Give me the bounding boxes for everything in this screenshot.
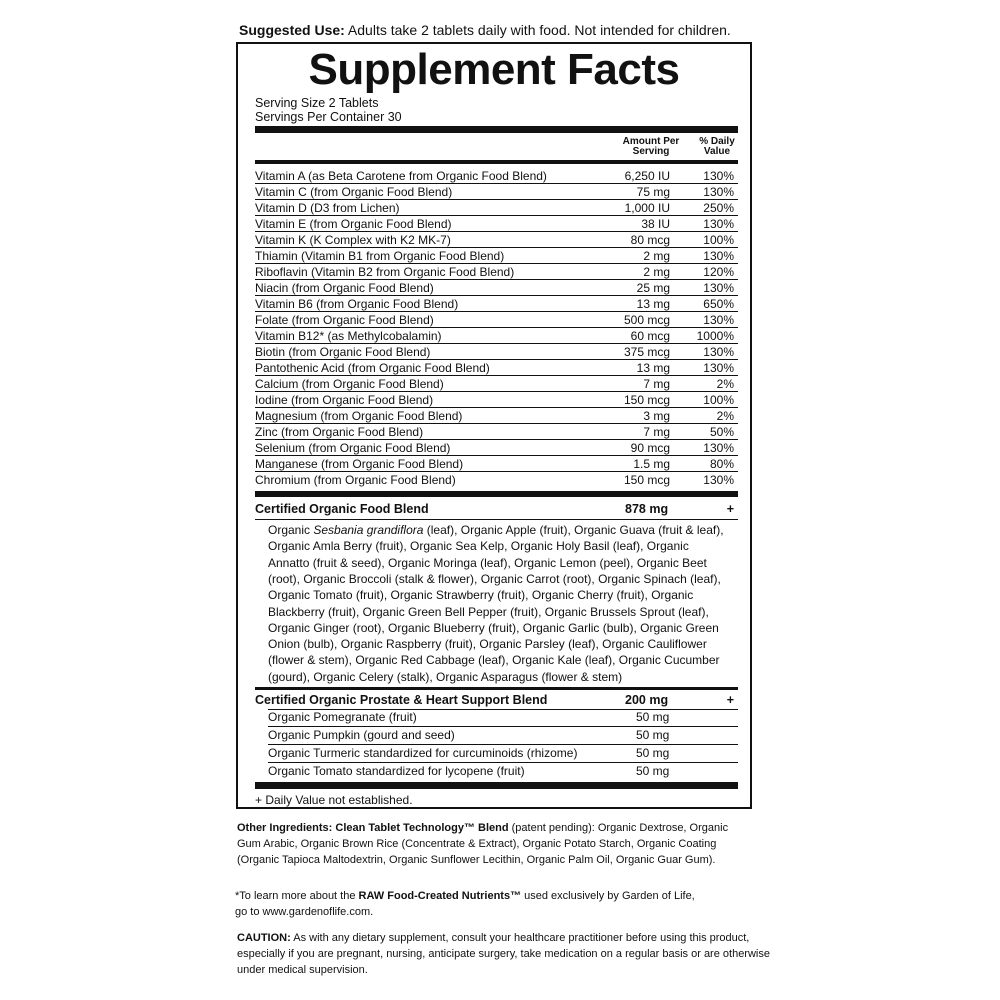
servings-per-container: Servings Per Container 30 [255, 110, 402, 124]
caution-line1 [237, 930, 770, 946]
nutrient-amount: 90 mcg [630, 441, 670, 455]
nutrient-dv: 100% [703, 233, 734, 247]
nutrient-name: Riboflavin (Vitamin B2 from Organic Food Blend) [255, 265, 515, 279]
nutrient-dv: 130% [703, 217, 734, 231]
nutrient-row [255, 216, 738, 232]
nutrient-amount: 13 mg [636, 297, 670, 311]
food-blend-line: Annatto (fruit & seed), Organic Moringa (leaf), Organic Lemon (peel), Organic Beet [268, 555, 707, 570]
nutrient-row [255, 312, 738, 328]
nutrient-name: Vitamin B6 (from Organic Food Blend) [255, 297, 459, 311]
nutrient-amount: 38 IU [641, 217, 670, 231]
thick-rule-bottom [255, 782, 738, 789]
nutrient-amount: 500 mcg [623, 313, 670, 327]
nutrient-amount: 6,250 IU [624, 169, 670, 183]
learn-more-pre: *To learn more about the [235, 890, 359, 902]
thick-rule-nutrients [255, 491, 738, 497]
learn-more-line2: go to www.gardenoflife.com. [235, 906, 374, 918]
food-blend-line: Organic Tomato (fruit), Organic Strawberry (fruit), Organic Cherry (fruit), Organic [268, 588, 694, 603]
nutrient-amount: 7 mg [643, 425, 670, 439]
heart-blend-amount: 200 mg [625, 693, 669, 707]
caution-text1: As with any dietary supplement, consult your healthcare practitioner before using this product, [290, 932, 750, 944]
nutrient-dv: 130% [703, 473, 734, 487]
learn-more-post: used exclusively by Garden of Life, [521, 890, 695, 902]
nutrient-row [255, 184, 738, 200]
nutrient-row [255, 408, 738, 424]
nutrient-dv: 130% [703, 169, 734, 183]
nutrient-amount: 3 mg [643, 409, 670, 423]
nutrient-amount: 7 mg [643, 377, 670, 391]
heart-blend-rule [255, 687, 738, 690]
nutrient-dv: 130% [703, 281, 734, 295]
caution-note [237, 930, 770, 978]
heart-item-amount: 50 mg [636, 746, 670, 760]
nutrient-row [255, 248, 738, 264]
nutrient-row [255, 280, 738, 296]
suggested-use-text: Adults take 2 tablets daily with food. Not intended for children. [344, 22, 731, 38]
nutrient-name: Pantothenic Acid (from Organic Food Blend) [255, 361, 490, 375]
food-blend-line: (flower & stem), Organic Red Cabbage (leaf), Organic Kale (leaf), Organic Cucumber [268, 653, 720, 668]
serving-size: Serving Size 2 Tablets [255, 96, 379, 110]
nutrient-name: Selenium (from Organic Food Blend) [255, 441, 451, 455]
nutrient-dv: 2% [716, 409, 734, 423]
other-ingredients-line2: Gum Arabic, Organic Brown Rice (Concentrate & Extract), Organic Potato Starch, Organic Coating [237, 838, 717, 850]
nutrient-row [255, 376, 738, 392]
food-blend-amount: 878 mg [625, 502, 669, 516]
other-ingredients [237, 820, 728, 868]
heart-item-name: Organic Turmeric standardized for curcuminoids (rhizome) [268, 746, 578, 760]
nutrient-amount: 13 mg [636, 361, 670, 375]
dv-footnote: + Daily Value not established. [255, 793, 413, 807]
nutrient-name: Vitamin A (as Beta Carotene from Organic Food Blend) [255, 169, 547, 183]
nutrient-name: Iodine (from Organic Food Blend) [255, 393, 434, 407]
food-blend-line: (root), Organic Broccoli (stalk & flower), Organic Carrot (root), Organic Spinach (leaf), [268, 571, 721, 586]
other-ingredients-line3: (Organic Tapioca Maltodextrin, Organic Sunflower Lecithin, Organic Palm Oil, Organic Guar Gum). [237, 854, 716, 866]
nutrient-dv: 130% [703, 313, 734, 327]
nutrient-amount: 60 mcg [630, 329, 670, 343]
nutrient-amount: 375 mcg [623, 345, 670, 359]
nutrient-row [255, 392, 738, 408]
heart-item-name: Organic Tomato standardized for lycopene (fruit) [268, 764, 525, 778]
nutrient-row [255, 296, 738, 312]
supplement-facts-panel [236, 42, 752, 809]
nutrient-row [255, 472, 738, 488]
heart-item-amount: 50 mg [636, 728, 670, 742]
nutrient-row [255, 200, 738, 216]
nutrient-dv: 100% [703, 393, 734, 407]
nutrient-amount: 2 mg [643, 265, 670, 279]
nutrient-name: Zinc (from Organic Food Blend) [255, 425, 424, 439]
nutrient-dv: 130% [703, 345, 734, 359]
nutrient-amount: 2 mg [643, 249, 670, 263]
caution-label: CAUTION: [237, 932, 291, 944]
heart-item-amount: 50 mg [636, 710, 670, 724]
food-blend-line: Blackberry (fruit), Organic Green Bell Pepper (fruit), Organic Brussels Sprout (leaf), [268, 604, 709, 619]
nutrient-name: Chromium (from Organic Food Blend) [255, 473, 456, 487]
nutrient-name: Magnesium (from Organic Food Blend) [255, 409, 463, 423]
nutrient-dv: 130% [703, 185, 734, 199]
amount-header-line2: Serving [632, 146, 670, 157]
amount-header-line1: Amount Per [622, 136, 680, 147]
nutrient-name: Niacin (from Organic Food Blend) [255, 281, 434, 295]
nutrient-amount: 25 mg [636, 281, 670, 295]
nutrient-name: Vitamin E (from Organic Food Blend) [255, 217, 452, 231]
nutrient-amount: 1.5 mg [633, 457, 670, 471]
nutrient-name: Vitamin C (from Organic Food Blend) [255, 185, 453, 199]
suggested-use-label: Suggested Use: [239, 22, 345, 38]
nutrient-name: Vitamin D (D3 from Lichen) [255, 201, 400, 215]
nutrient-name: Calcium (from Organic Food Blend) [255, 377, 444, 391]
heart-blend-item [268, 727, 738, 745]
nutrient-amount: 150 mcg [623, 393, 670, 407]
nutrient-dv: 130% [703, 361, 734, 375]
nutrient-row [255, 424, 738, 440]
nutrient-name: Vitamin B12* (as Methylcobalamin) [255, 329, 442, 343]
nutrient-dv: 120% [703, 265, 734, 279]
learn-more-line1 [235, 888, 695, 904]
other-ingredients-line1 [237, 820, 728, 836]
nutrient-name: Thiamin (Vitamin B1 from Organic Food Blend) [255, 249, 505, 263]
nutrient-name: Vitamin K (K Complex with K2 MK-7) [255, 233, 451, 247]
food-blend-line: (gourd), Organic Celery (stalk), Organic Asparagus (flower & stem) [268, 669, 623, 684]
learn-more-bold: RAW Food-Created Nutrients™ [358, 890, 522, 902]
panel-title: Supplement Facts [308, 45, 680, 94]
nutrient-dv: 1000% [696, 329, 734, 343]
thick-rule-top [255, 126, 738, 133]
nutrient-row [255, 440, 738, 456]
nutrient-amount: 75 mg [636, 185, 670, 199]
nutrient-dv: 80% [709, 457, 734, 471]
dv-header-line1: % Daily [699, 136, 735, 147]
nutrient-row [255, 264, 738, 280]
nutrient-row [255, 232, 738, 248]
nutrient-row [255, 360, 738, 376]
food-blend-divider [255, 519, 738, 520]
heart-item-name: Organic Pomegranate (fruit) [268, 710, 417, 724]
nutrient-row [255, 328, 738, 344]
nutrient-dv: 250% [703, 201, 734, 215]
food-blend-line: Organic Sesbania grandiflora (leaf), Organic Apple (fruit), Organic Guava (fruit & leaf), [268, 523, 724, 537]
amount-per-serving-header [616, 137, 686, 157]
nutrient-dv: 130% [703, 441, 734, 455]
food-blend-dv: + [726, 502, 734, 516]
nutrient-amount: 150 mcg [623, 473, 670, 487]
nutrient-dv: 50% [709, 425, 734, 439]
nutrient-dv: 650% [703, 297, 734, 311]
heart-blend-item [268, 709, 738, 727]
suggested-use [239, 22, 731, 38]
nutrient-row [255, 456, 738, 472]
heart-blend-item [268, 763, 738, 781]
heart-blend-name: Certified Organic Prostate & Heart Support Blend [255, 693, 548, 707]
nutrient-row [255, 168, 738, 184]
nutrient-dv: 2% [716, 377, 734, 391]
caution-line3: under medical supervision. [237, 964, 368, 976]
nutrient-name: Folate (from Organic Food Blend) [255, 313, 434, 327]
nutrient-name: Manganese (from Organic Food Blend) [255, 457, 464, 471]
dv-header-line2: Value [703, 146, 731, 157]
heart-blend-dv: + [726, 693, 734, 707]
heart-item-amount: 50 mg [636, 764, 670, 778]
other-ingredients-text1: (patent pending): Organic Dextrose, Organic [508, 822, 729, 834]
nutrient-name: Biotin (from Organic Food Blend) [255, 345, 431, 359]
nutrient-row [255, 344, 738, 360]
thick-rule-header [255, 160, 738, 164]
learn-more-note [235, 888, 695, 920]
nutrient-amount: 80 mcg [630, 233, 670, 247]
other-ingredients-label: Other Ingredients: Clean Tablet Technology™ Blend [237, 822, 509, 834]
heart-item-name: Organic Pumpkin (gourd and seed) [268, 728, 455, 742]
heart-blend-item [268, 745, 738, 763]
caution-line2: especially if you are pregnant, nursing, anticipate surgery, take medication on a regular basis or are otherwise [237, 948, 770, 960]
nutrient-amount: 1,000 IU [624, 201, 670, 215]
daily-value-header [686, 137, 748, 157]
food-blend-line: Organic Amla Berry (fruit), Organic Sea Kelp, Organic Holy Basil (leaf), Organic [268, 539, 689, 554]
nutrient-dv: 130% [703, 249, 734, 263]
food-blend-line: Onion (bulb), Organic Raspberry (fruit), Organic Parsley (leaf), Organic Cauliflower [268, 637, 707, 652]
food-blend-line: Organic Ginger (root), Organic Blueberry (fruit), Organic Garlic (bulb), Organic Green [268, 620, 719, 635]
food-blend-name: Certified Organic Food Blend [255, 502, 429, 516]
